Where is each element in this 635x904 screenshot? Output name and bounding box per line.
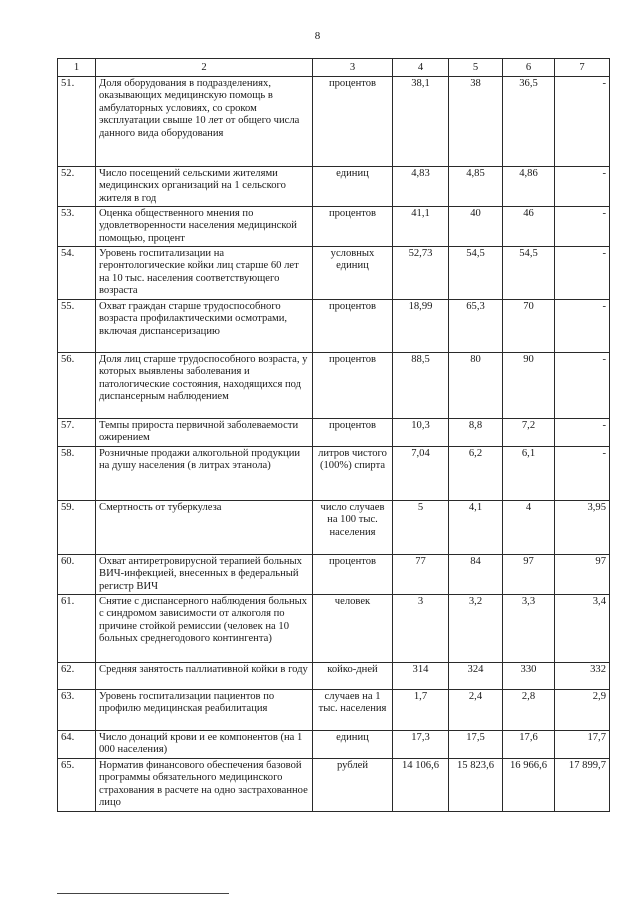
row-number: 61. (58, 595, 96, 663)
indicator-name: Средняя занятость паллиативной койки в году (96, 663, 313, 690)
value-cell: - (555, 77, 610, 167)
unit-cell: процентов (313, 77, 393, 167)
value-cell: 65,3 (449, 300, 503, 353)
unit-cell: рублей (313, 759, 393, 812)
value-cell: 88,5 (393, 353, 449, 419)
value-cell: 332 (555, 663, 610, 690)
indicator-name: Снятие с диспансерного наблюдения больных с синдромом зависимости от алкоголя по причине стойкой ремиссии (человек на 10 больных среднегодового контингента) (96, 595, 313, 663)
indicator-name: Уровень госпитализации пациентов по профилю медицинская реабилитация (96, 690, 313, 731)
table-row (58, 167, 610, 207)
unit-cell: единиц (313, 167, 393, 207)
indicator-name: Смертность от туберкулеза (96, 501, 313, 555)
value-cell: 80 (449, 353, 503, 419)
indicator-name: Охват антиретровирусной терапией больных ВИЧ-инфекцией, внесенных в федеральный регистр ВИЧ (96, 555, 313, 595)
footnote-divider (57, 893, 229, 894)
row-number: 55. (58, 300, 96, 353)
value-cell: 17,7 (555, 731, 610, 759)
value-cell: - (555, 207, 610, 247)
value-cell: 3,2 (449, 595, 503, 663)
table-row (58, 501, 610, 555)
indicator-name: Доля оборудования в подразделениях, оказывающих медицинскую помощь в амбулаторных условиях, со сроком эксплуатации свыше 10 лет от общего числа данного вида оборудования (96, 77, 313, 167)
value-cell: 40 (449, 207, 503, 247)
value-cell: - (555, 167, 610, 207)
value-cell: 16 966,6 (503, 759, 555, 812)
value-cell: - (555, 419, 610, 447)
value-cell: 90 (503, 353, 555, 419)
row-number: 54. (58, 247, 96, 300)
column-header: 1 (58, 59, 96, 77)
row-number: 51. (58, 77, 96, 167)
value-cell: 18,99 (393, 300, 449, 353)
value-cell: 7,04 (393, 447, 449, 501)
value-cell: 84 (449, 555, 503, 595)
unit-cell: койко-дней (313, 663, 393, 690)
table-row (58, 555, 610, 595)
value-cell: 8,8 (449, 419, 503, 447)
indicator-name: Уровень госпитализации на геронтологические койки лиц старше 60 лет на 10 тыс. населения соответствующего возраста (96, 247, 313, 300)
value-cell: 1,7 (393, 690, 449, 731)
unit-cell: процентов (313, 300, 393, 353)
value-cell: 4 (503, 501, 555, 555)
unit-cell: число случаев на 100 тыс. населения (313, 501, 393, 555)
unit-cell: случаев на 1 тыс. населения (313, 690, 393, 731)
unit-cell: процентов (313, 419, 393, 447)
table-row (58, 300, 610, 353)
unit-cell: процентов (313, 555, 393, 595)
value-cell: 4,83 (393, 167, 449, 207)
value-cell: 14 106,6 (393, 759, 449, 812)
column-header: 2 (96, 59, 313, 77)
indicator-name: Число посещений сельскими жителями медицинских организаций на 1 сельского жителя в год (96, 167, 313, 207)
column-header: 3 (313, 59, 393, 77)
value-cell: 10,3 (393, 419, 449, 447)
table-row (58, 353, 610, 419)
value-cell: 3,95 (555, 501, 610, 555)
value-cell: 17,6 (503, 731, 555, 759)
value-cell: 3,4 (555, 595, 610, 663)
table-row (58, 595, 610, 663)
indicators-table (57, 58, 610, 812)
row-number: 62. (58, 663, 96, 690)
column-header: 7 (555, 59, 610, 77)
table-row (58, 77, 610, 167)
value-cell: 52,73 (393, 247, 449, 300)
value-cell: - (555, 447, 610, 501)
value-cell: 324 (449, 663, 503, 690)
value-cell: 2,9 (555, 690, 610, 731)
row-number: 63. (58, 690, 96, 731)
row-number: 57. (58, 419, 96, 447)
value-cell: 36,5 (503, 77, 555, 167)
value-cell: 70 (503, 300, 555, 353)
indicator-name: Темпы прироста первичной заболеваемости ожирением (96, 419, 313, 447)
indicator-name: Норматив финансового обеспечения базовой программы обязательного медицинского страхования в расчете на одно застрахованное лицо (96, 759, 313, 812)
unit-cell: процентов (313, 207, 393, 247)
value-cell: 15 823,6 (449, 759, 503, 812)
table-row (58, 207, 610, 247)
row-number: 64. (58, 731, 96, 759)
column-header: 4 (393, 59, 449, 77)
value-cell: 38,1 (393, 77, 449, 167)
table-row (58, 690, 610, 731)
value-cell: 2,8 (503, 690, 555, 731)
value-cell: 54,5 (449, 247, 503, 300)
value-cell: 6,2 (449, 447, 503, 501)
table-row (58, 731, 610, 759)
table-row (58, 419, 610, 447)
value-cell: 97 (503, 555, 555, 595)
indicator-name: Розничные продажи алкогольной продукции на душу населения (в литрах этанола) (96, 447, 313, 501)
value-cell: 41,1 (393, 207, 449, 247)
value-cell: 7,2 (503, 419, 555, 447)
indicator-name: Охват граждан старше трудоспособного возраста профилактическими осмотрами, включая диспансеризацию (96, 300, 313, 353)
value-cell: 46 (503, 207, 555, 247)
row-number: 59. (58, 501, 96, 555)
column-header: 5 (449, 59, 503, 77)
value-cell: 17 899,7 (555, 759, 610, 812)
row-number: 53. (58, 207, 96, 247)
unit-cell: человек (313, 595, 393, 663)
indicator-name: Оценка общественного мнения по удовлетворенности населения медицинской помощью, процент (96, 207, 313, 247)
value-cell: - (555, 247, 610, 300)
row-number: 60. (58, 555, 96, 595)
table-row (58, 247, 610, 300)
row-number: 52. (58, 167, 96, 207)
row-number: 58. (58, 447, 96, 501)
column-header: 6 (503, 59, 555, 77)
table-row (58, 759, 610, 812)
unit-cell: литров чистого (100%) спирта (313, 447, 393, 501)
value-cell: 4,85 (449, 167, 503, 207)
value-cell: 6,1 (503, 447, 555, 501)
row-number: 56. (58, 353, 96, 419)
value-cell: 4,86 (503, 167, 555, 207)
value-cell: 17,3 (393, 731, 449, 759)
value-cell: 2,4 (449, 690, 503, 731)
page-number: 8 (314, 30, 321, 42)
value-cell: 97 (555, 555, 610, 595)
indicator-name: Число донаций крови и ее компонентов (на 1 000 населения) (96, 731, 313, 759)
value-cell: 5 (393, 501, 449, 555)
value-cell: 330 (503, 663, 555, 690)
value-cell: 77 (393, 555, 449, 595)
value-cell: 3,3 (503, 595, 555, 663)
value-cell: 54,5 (503, 247, 555, 300)
table-row (58, 663, 610, 690)
value-cell: 4,1 (449, 501, 503, 555)
unit-cell: процентов (313, 353, 393, 419)
unit-cell: условных единиц (313, 247, 393, 300)
indicator-name: Доля лиц старше трудоспособного возраста, у которых выявлены заболевания и патологические состояния, находящихся под диспансерным наблюдением (96, 353, 313, 419)
value-cell: 314 (393, 663, 449, 690)
unit-cell: единиц (313, 731, 393, 759)
value-cell: - (555, 353, 610, 419)
table-row (58, 447, 610, 501)
value-cell: 3 (393, 595, 449, 663)
value-cell: 38 (449, 77, 503, 167)
value-cell: - (555, 300, 610, 353)
value-cell: 17,5 (449, 731, 503, 759)
row-number: 65. (58, 759, 96, 812)
table-header-row (58, 59, 610, 77)
